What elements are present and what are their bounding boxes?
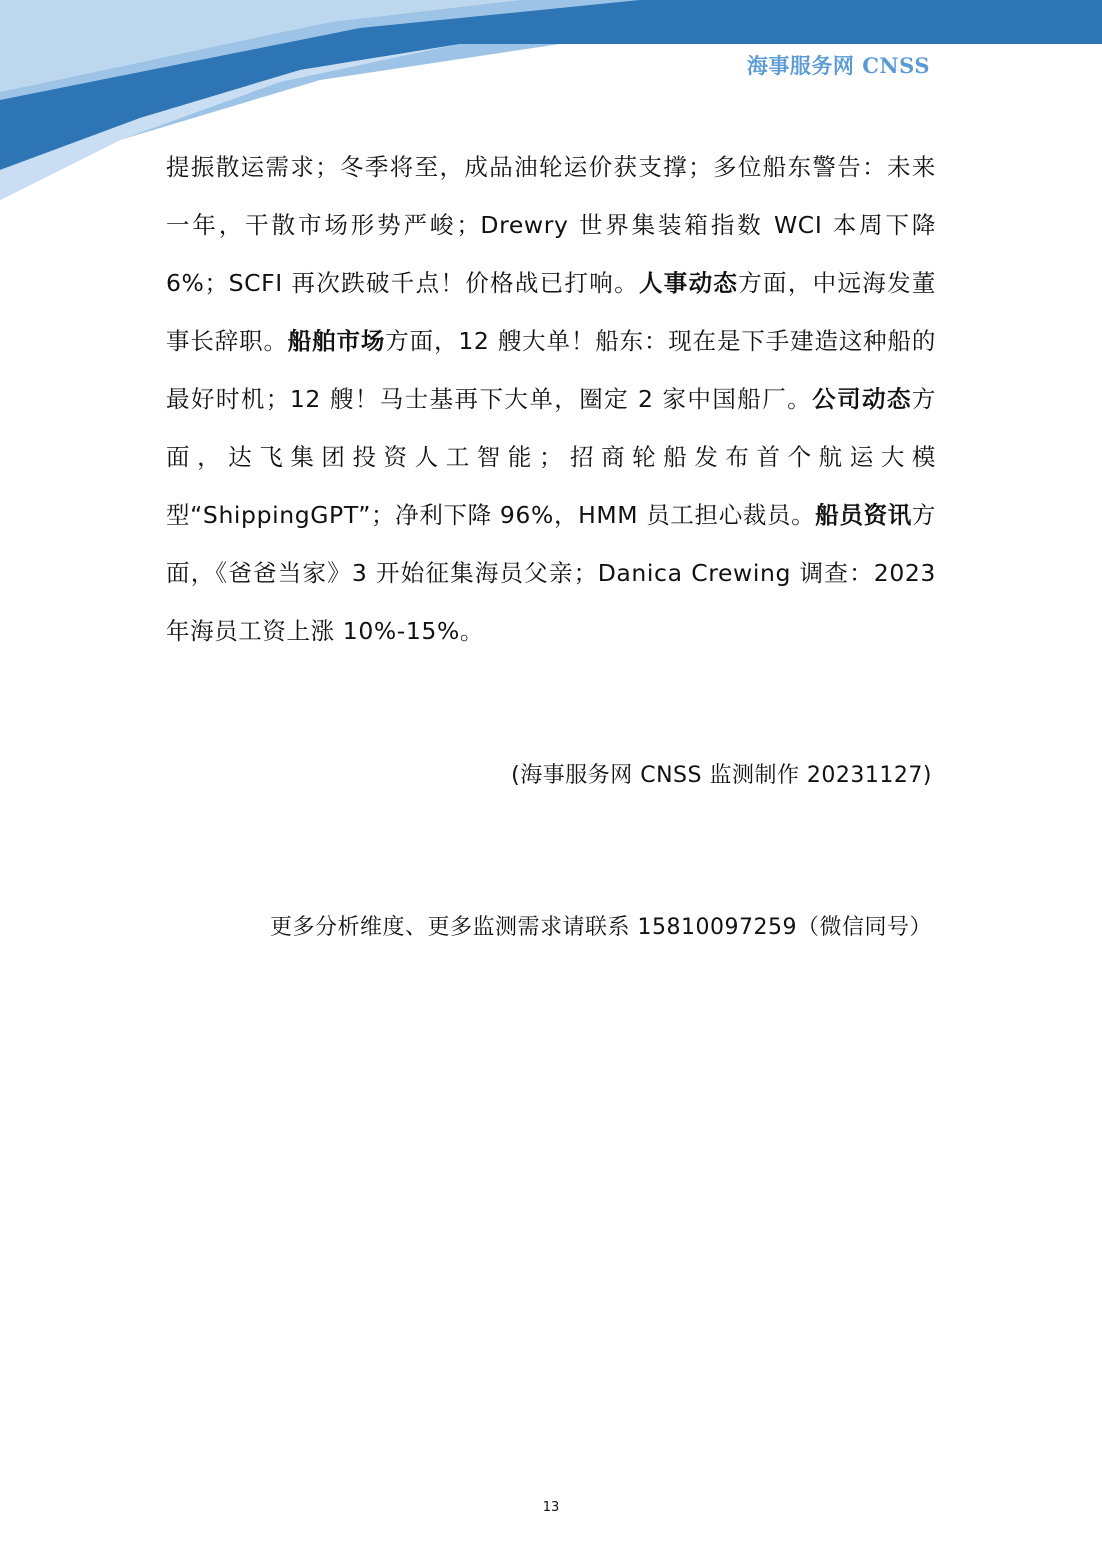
text-segment: 方面，12 艘大单！船东：现在是下手建造这种船的最好时机；12 艘！马士基再下大单，圈定 2 家中国船厂。	[166, 327, 937, 413]
contact-line: 更多分析维度、更多监测需求请联系 15810097259（微信同号）	[270, 915, 932, 940]
page-number: 13	[542, 1500, 560, 1515]
summary-paragraph	[166, 138, 936, 660]
heading-company: 公司动态	[812, 385, 912, 413]
text-segment: 提振散运需求；冬季将至，成品油轮运价获支撑；多位船东警告：未来一年，干散市场形势严峻；Drewry 世界集装箱指数 WCI 本周下降 6%；SCFI 再次跌破千点！价格战已打响。	[166, 153, 936, 297]
text-segment: 方面，《爸爸当家》3 开始征集海员父亲；Danica Crewing 调查：2023 年海员工资上涨 10%-15%。	[166, 501, 936, 645]
production-credit: (海事服务网 CNSS 监测制作 20231127)	[511, 763, 932, 788]
heading-ship-market: 船舶市场	[287, 327, 386, 355]
text-segment: 方面，中远海发董事长辞职。	[166, 269, 936, 355]
heading-personnel: 人事动态	[638, 269, 739, 297]
brand-label: 海事服务网 CNSS	[746, 53, 930, 78]
heading-crew: 船员资讯	[815, 501, 912, 529]
text-segment: 方面，达飞集团投资人工智能；招商轮船发布首个航运大模型“ShippingGPT”；净利下降 96%，HMM 员工担心裁员。	[166, 385, 936, 529]
